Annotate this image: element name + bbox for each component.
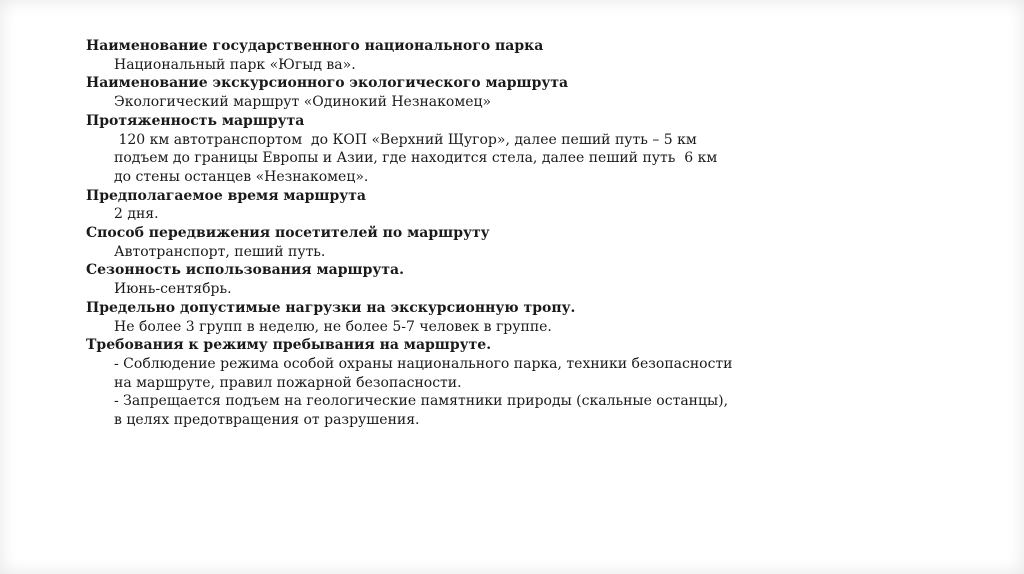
section-text: подъем до границы Европы и Азии, где находится стела, далее пеший путь 6 км (114, 150, 718, 167)
section-heading: Предельно допустимые нагрузки на экскурсионную тропу. (86, 299, 576, 316)
section-text: 120 км автотранспортом до КОП «Верхний Щугор», далее пеший путь – 5 км (114, 131, 697, 148)
section-requirements (86, 336, 986, 430)
section-text: до стены останцев «Незнакомец». (114, 168, 369, 185)
section-text: - Запрещается подъем на геологические памятники природы (скальные останцы), (114, 393, 729, 410)
section-heading: Сезонность использования маршрута. (86, 262, 404, 279)
section-route-name (86, 74, 986, 111)
section-text: - Соблюдение режима особой охраны национального парка, техники безопасности (114, 355, 733, 372)
section-text: Июнь-сентябрь. (114, 281, 232, 298)
section-text: в целях предотвращения от разрушения. (114, 412, 420, 429)
section-route-time (86, 187, 986, 224)
section-heading: Протяженность маршрута (86, 112, 305, 129)
document-body (86, 37, 986, 430)
section-heading: Наименование экскурсионного экологического маршрута (86, 75, 569, 92)
section-heading: Требования к режиму пребывания на маршруте. (86, 337, 492, 354)
section-text: Национальный парк «Югыд ва». (114, 56, 356, 73)
section-text: Автотранспорт, пеший путь. (114, 243, 326, 260)
section-text: на маршруте, правил пожарной безопасности. (114, 374, 462, 391)
section-text: 2 дня. (114, 206, 159, 223)
section-heading: Наименование государственного национального парка (86, 38, 544, 54)
section-transport (86, 224, 986, 261)
section-route-length (86, 112, 986, 187)
section-heading: Предполагаемое время маршрута (86, 187, 366, 204)
section-load-limits (86, 299, 986, 336)
section-park-name (86, 37, 986, 74)
section-season (86, 261, 986, 298)
section-heading: Способ передвижения посетителей по маршруту (86, 225, 490, 242)
section-text: Экологический маршрут «Одинокий Незнакомец» (114, 94, 492, 111)
section-text: Не более 3 групп в неделю, не более 5-7 человек в группе. (114, 318, 552, 335)
